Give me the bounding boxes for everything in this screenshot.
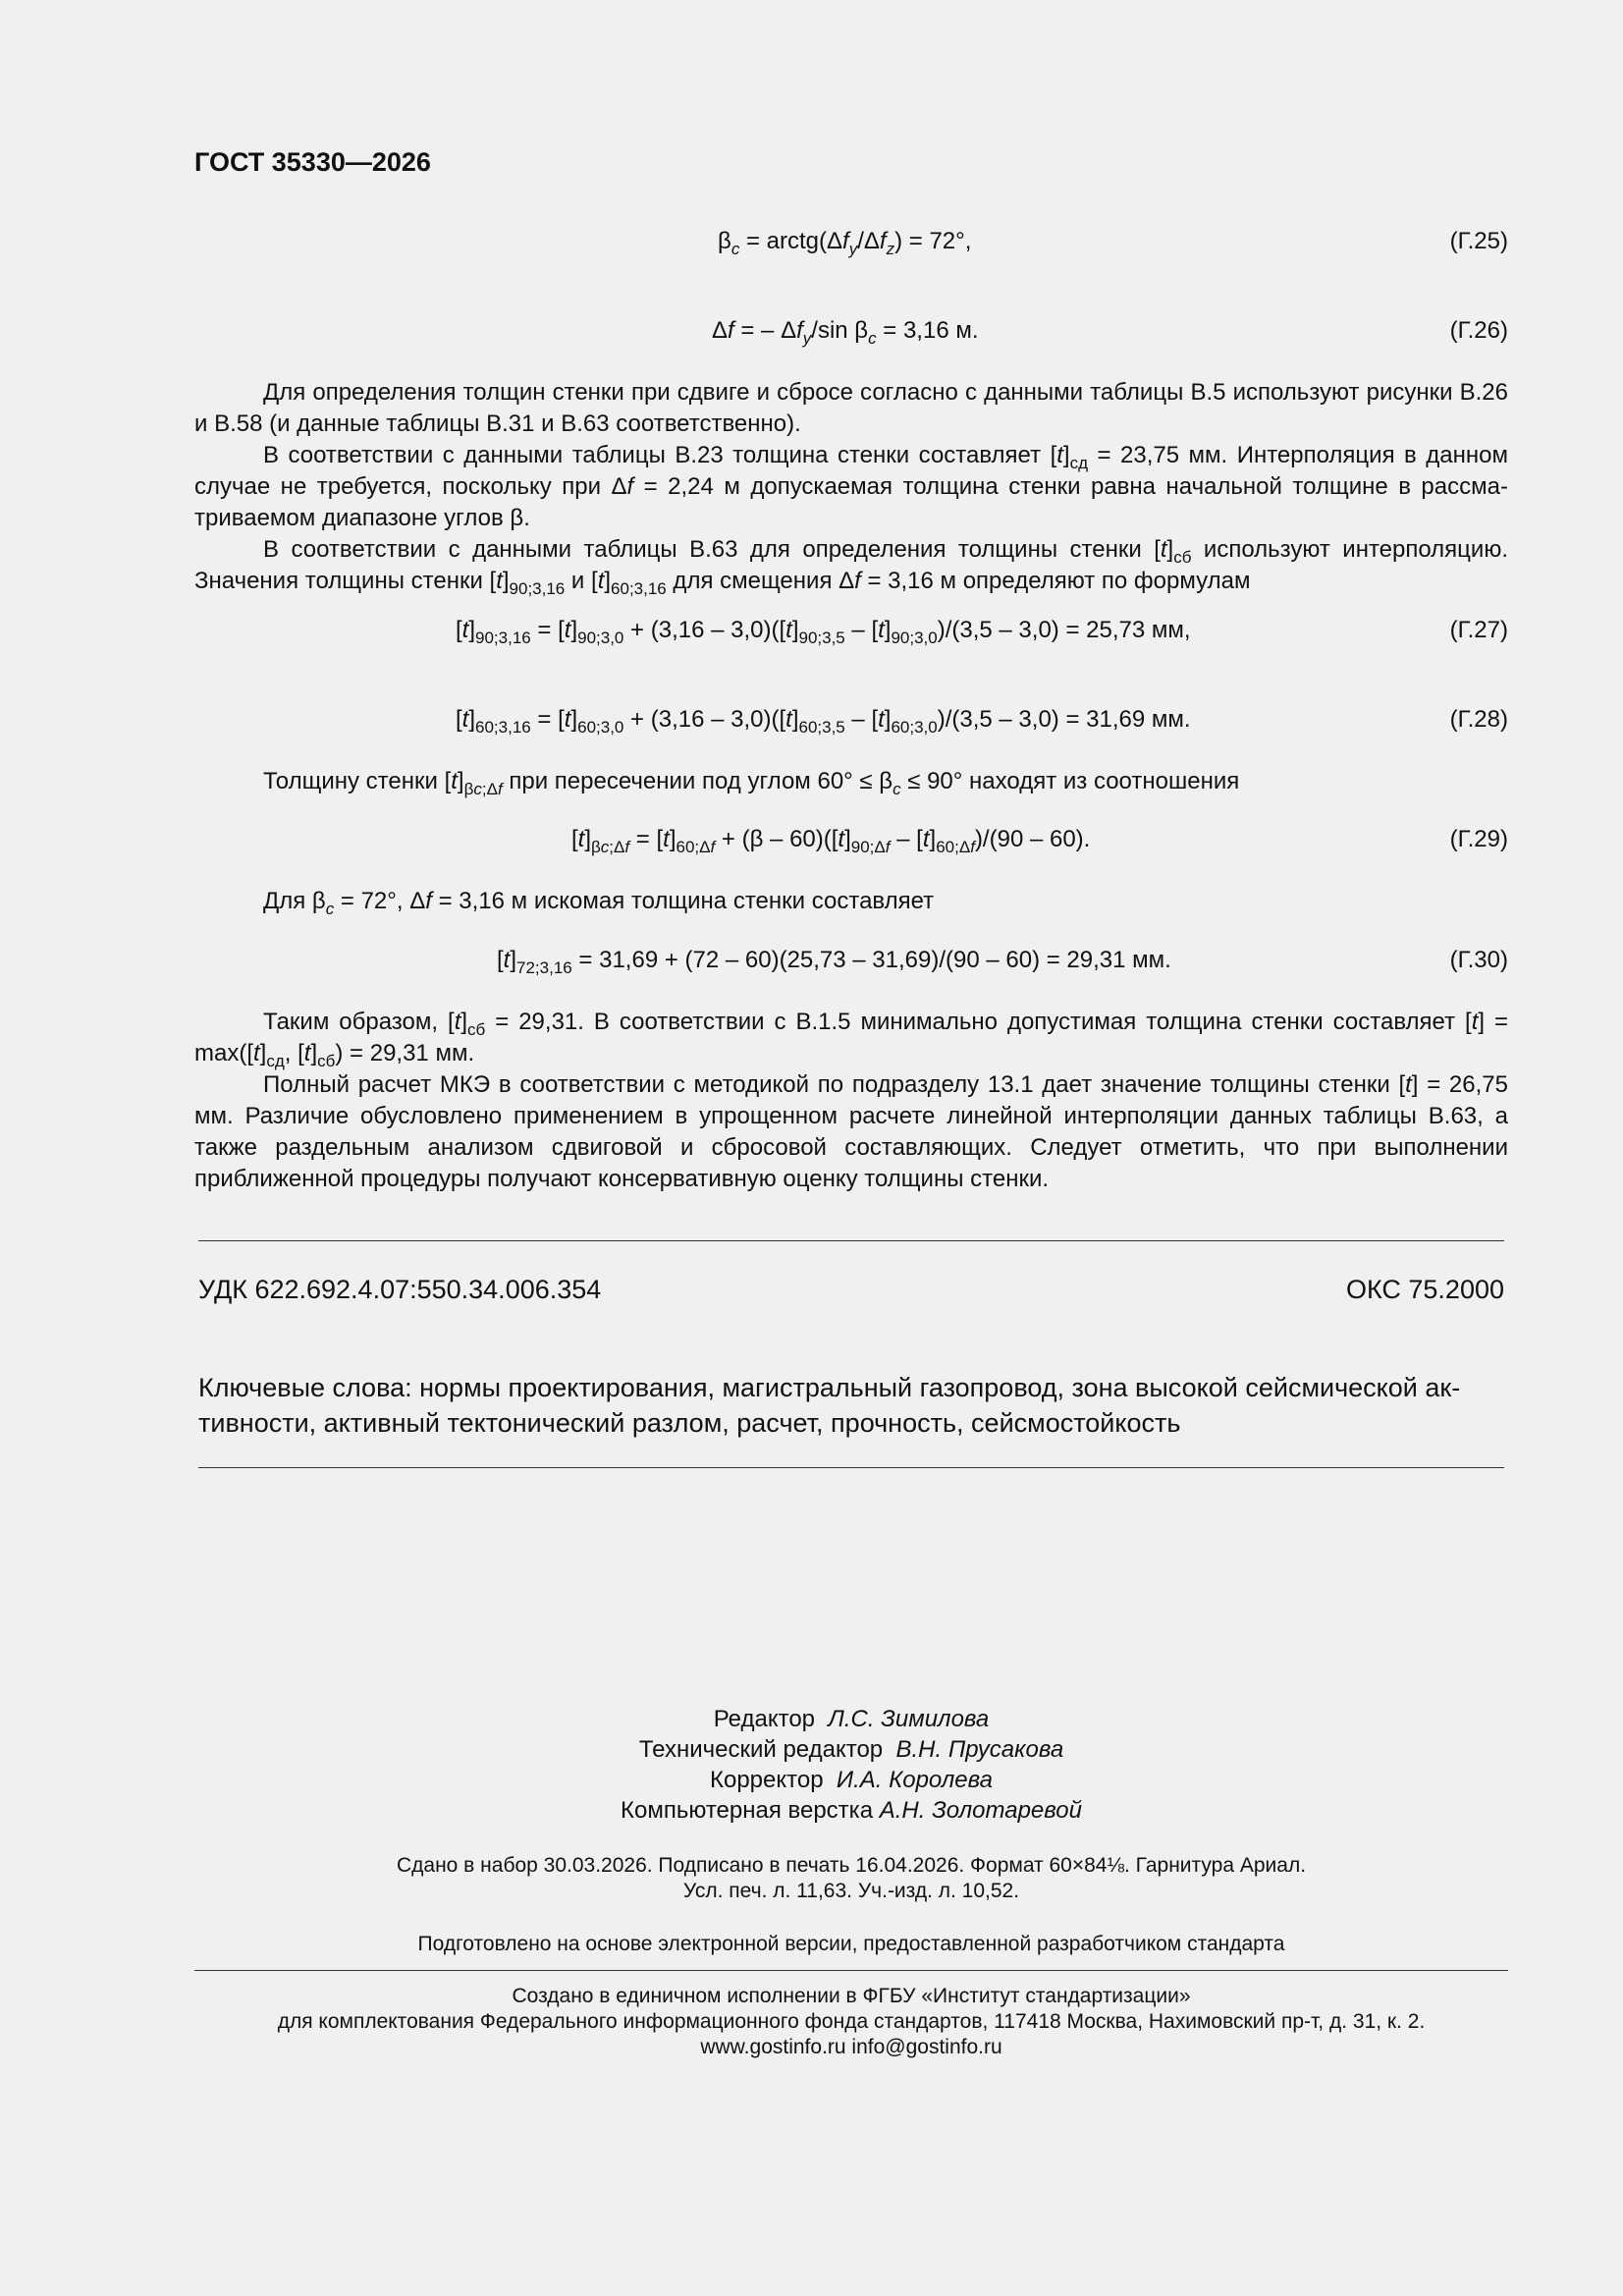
credits (194, 1704, 1508, 1826)
body-paragraphs (194, 377, 1508, 597)
credit-layout: Компьютерная верстка А.Н. Золотаревой (621, 1797, 1082, 1824)
credit-corrector: Корректор И.А. Королева (710, 1767, 993, 1793)
document-header: ГОСТ 35330—2026 (194, 147, 431, 177)
equation-g25: $\beta_c$ = $arctg(\Delta f_y/\Delta f_z) = 72^\circ$, (Г.25) (718, 228, 1508, 258)
divider (194, 1970, 1508, 1971)
divider (198, 1467, 1504, 1468)
created-note: для комплектования Федерального информационного фонда стандартов, 117418 Москва, Нахимовский пр-т, д. 31, к. 2. (277, 2010, 1426, 2033)
equation-number: (Г.26) (1449, 317, 1508, 344)
oks-code: ОКС 75.2000 (1345, 1275, 1504, 1304)
equation-number: (Г.25) (1449, 228, 1508, 254)
equation-g30: $[t]_{72;3,16} = 31,69 + (72 - 60)(25,73 - 31,69)/(90 - 60) = 29,31$ мм. (Г.30) (497, 947, 1508, 977)
contact-links: www.gostinfo.ru info@gostinfo.ru (700, 2036, 1002, 2058)
paragraph: Полный расчет МКЭ в соответствии с методикой по подразделу 13.1 дает значение толщины стенки [t] = 26,75 мм. Различие обусловлено применением в упрощенном расчете линейной интерполяции данных таблицы В.63, а также раздельным анализом сдвиговой и сбросовой составляющих. Следует отметить, что при выполнении приближенной процедуры получают консервативную оценку толщины стенки. (194, 1071, 1508, 1192)
udk-code: УДК 622.692.4.07:550.34.006.354 (198, 1275, 602, 1304)
body-paragraphs-conclusion (194, 1007, 1508, 1195)
keywords-line: тивности, активный тектонический разлом, расчет, прочность, сейсмостойкость (198, 1408, 1181, 1438)
equation-g29: $[t]_{\beta c;\Delta f} = [t]_{60;\Delta f} + (\beta - 60)([t]_{90;\Delta f} - [t]_{60;\Delta f})/(90 - 60)$. (Г.29) (571, 826, 1508, 856)
equation-number: (Г.30) (1449, 947, 1508, 973)
imprint-line: Сдано в набор 30.03.2026. Подписано в печать 16.04.2026. Формат 60×84⅛. Гарнитура Ариал. (396, 1854, 1307, 1877)
body-paragraph-intersection: Толщину стенки $[t]_{\beta c;\Delta f}$ при пересечении под углом $60^\circ \le \beta_c \le 90^\circ$ находят из соотношения (263, 768, 1240, 798)
equation-g26: Δf = – $\Delta f_y/\sin$ $\beta_c = 3,16$ м. (Г.26) (712, 317, 1508, 348)
paragraph: В соответствии с данными таблицы В.63 для определения толщины стенки $[t]_{сб}$ используют интерполяцию. Значения толщины стенки $[t]_{90;3,16}$ и $[t]_{60;3,16}$ для смещения Δf = 3,16 м определяют по формулам (194, 536, 1508, 598)
equation-number: (Г.28) (1449, 706, 1508, 733)
created-note: Создано в единичном исполнении в ФГБУ «Институт стандартизации» (512, 1985, 1191, 2007)
keywords (198, 1370, 1504, 1441)
prepared-note: Подготовлено на основе электронной версии, предоставленной разработчиком стандарта (417, 1933, 1285, 1955)
paragraph: В соответствии с данными таблицы В.23 толщина стенки составляет $[t]_{сд} = 23,75$ мм. Интерполяция в данном случае не требуется, поскольку при Δf = 2,24 м допускаемая толщина стенки равна начальной толщине в рассматриваемом диапазоне углов β. (194, 442, 1508, 531)
paragraph: Для определения толщин стенки при сдвиге и сбросе согласно с данными таблицы В.5 используют рисунки В.26 и В.58 (и данные таблицы В.31 и В.63 соответственно). (194, 379, 1508, 437)
body-paragraph-beta: Для $\beta_c = 72^\circ$, Δf = 3,16 м искомая толщина стенки составляет (263, 888, 935, 918)
equation-g27: $[t]_{90;3,16} = [t]_{90;3,0} + (3,16 - 3,0)([t]_{90;3,5} - [t]_{90;3,0})/(3,5 - 3,0) = 25,73$ мм, (Г.27) (456, 617, 1508, 647)
credit-tech-editor: Технический редактор В.Н. Прусакова (638, 1736, 1064, 1763)
divider (198, 1240, 1504, 1241)
imprint-line: Усл. печ. л. 11,63. Уч.-изд. л. 10,52. (682, 1880, 1020, 1902)
paragraph: Таким образом, $[t]_{сб} = 29,31$. В соответствии с В.1.5 минимально допустимая толщина стенки составляет $[t] = \max([t]_{сд}$, $[t]_{сб}) = 29,31$ мм. (194, 1009, 1509, 1070)
equation-g28: $[t]_{60;3,16} = [t]_{60;3,0} + (3,16 - 3,0)([t]_{60;3,5} - [t]_{60;3,0})/(3,5 - 3,0) = 31,69$ мм. (Г.28) (456, 706, 1508, 737)
keywords-line: Ключевые слова: нормы проектирования, магистральный газопровод, зона высокой сейсмической ак- (198, 1373, 1461, 1402)
credit-editor: Редактор Л.С. Зимилова (713, 1706, 990, 1732)
equation-number: (Г.29) (1449, 826, 1508, 852)
equation-number: (Г.27) (1449, 617, 1508, 643)
